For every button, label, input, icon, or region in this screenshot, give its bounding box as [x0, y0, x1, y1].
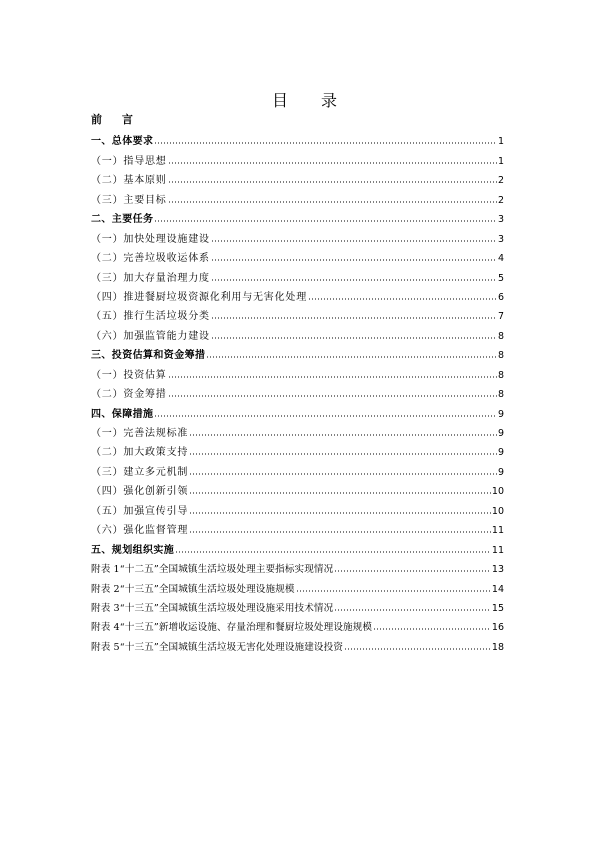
toc-entry-page-number: 2	[497, 194, 504, 206]
toc-entry-page-number: 8	[497, 350, 504, 362]
toc-entry-page-number: 15	[491, 602, 504, 614]
toc-entry-label: （一）投资估算	[91, 369, 167, 381]
toc-entry[interactable]	[91, 284, 504, 303]
toc-entry-label: 四、保障措施	[91, 408, 154, 420]
toc-entry-page-number: 11	[491, 525, 504, 537]
dot-leader	[189, 512, 491, 514]
toc-entry[interactable]	[91, 575, 504, 594]
toc-entry-label: （四）强化创新引领	[91, 486, 189, 498]
toc-entry[interactable]	[91, 361, 504, 380]
toc-entry-page-number: 10	[491, 505, 504, 517]
toc-entry-label: （三）加大存量治理力度	[91, 272, 210, 284]
toc-entry[interactable]	[91, 458, 504, 477]
dot-leader	[189, 473, 497, 475]
dot-leader	[206, 356, 497, 358]
toc-entry-label: 附表 1“十二五”全国城镇生活垃圾处理主要指标实现情况	[91, 564, 334, 576]
toc-entry-page-number: 5	[497, 272, 504, 284]
toc-entry[interactable]	[91, 128, 504, 147]
toc-entry[interactable]	[91, 206, 504, 225]
toc-entry-page-number: 14	[491, 583, 504, 595]
toc-entry[interactable]	[91, 245, 504, 264]
toc-entry-page-number: 8	[497, 369, 504, 381]
toc-entry-page-number: 3	[497, 233, 504, 245]
dot-leader	[168, 201, 497, 203]
toc-entry[interactable]	[91, 595, 504, 614]
toc-entry[interactable]	[91, 439, 504, 458]
table-of-contents	[91, 128, 504, 653]
toc-entry-label: 二、主要任务	[91, 214, 154, 226]
dot-leader	[154, 415, 497, 417]
toc-entry-page-number: 1	[497, 136, 504, 148]
toc-entry-page-number: 4	[497, 253, 504, 265]
toc-entry[interactable]	[91, 322, 504, 341]
dot-leader	[189, 453, 497, 455]
toc-entry-label: （二）基本原则	[91, 175, 167, 187]
toc-entry-page-number: 7	[497, 311, 504, 323]
toc-entry-page-number: 9	[497, 408, 504, 420]
toc-entry[interactable]	[91, 186, 504, 205]
toc-entry-label: 附表 5“十三五”全国城镇生活垃圾无害化处理设施建设投资	[91, 641, 344, 653]
toc-entry[interactable]	[91, 167, 504, 186]
toc-entry-label: 五、规划组织实施	[91, 544, 175, 556]
toc-entry-label: 附表 3“十三五”全国城镇生活垃圾处理设施采用技术情况	[91, 602, 334, 614]
toc-entry[interactable]	[91, 400, 504, 419]
dot-leader	[168, 395, 497, 397]
toc-entry-label: （二）加大政策支持	[91, 447, 189, 459]
toc-entry-page-number: 9	[497, 466, 504, 478]
toc-entry[interactable]	[91, 497, 504, 516]
toc-entry-page-number: 11	[491, 544, 504, 556]
toc-entry-label: （三）主要目标	[91, 194, 167, 206]
dot-leader	[175, 551, 491, 553]
dot-leader	[334, 609, 491, 611]
dot-leader	[211, 337, 497, 339]
dot-leader	[334, 570, 491, 572]
toc-entry-label: 三、投资估算和资金筹措	[91, 350, 206, 362]
toc-entry-page-number: 9	[497, 447, 504, 459]
toc-entry[interactable]	[91, 303, 504, 322]
toc-entry[interactable]	[91, 342, 504, 361]
toc-entry-page-number: 10	[491, 486, 504, 498]
toc-entry[interactable]	[91, 225, 504, 244]
toc-entry[interactable]	[91, 478, 504, 497]
toc-entry[interactable]	[91, 147, 504, 166]
dot-leader	[154, 220, 497, 222]
toc-entry-label: （二）资金筹措	[91, 389, 167, 401]
toc-entry-label: 附表 2“十三五”全国城镇生活垃圾处理设施规模	[91, 583, 295, 595]
toc-entry[interactable]	[91, 556, 504, 575]
toc-entry-page-number: 6	[497, 291, 504, 303]
toc-entry-page-number: 2	[497, 175, 504, 187]
toc-entry-page-number: 3	[497, 214, 504, 226]
dot-leader	[211, 317, 497, 319]
toc-entry-label: 附表 4“十三五”新增收运设施、存量治理和餐厨垃圾处理设施规模	[91, 622, 373, 634]
dot-leader	[373, 628, 491, 630]
toc-entry[interactable]	[91, 536, 504, 555]
toc-entry-label: （五）加强宣传引导	[91, 505, 189, 517]
toc-entry-label: 一、总体要求	[91, 136, 154, 148]
toc-entry[interactable]	[91, 517, 504, 536]
dot-leader	[168, 162, 497, 164]
toc-entry[interactable]	[91, 381, 504, 400]
dot-leader	[296, 590, 491, 592]
toc-entry-label: （四）推进餐厨垃圾资源化利用与无害化处理	[91, 291, 307, 303]
dot-leader	[211, 259, 497, 261]
dot-leader	[168, 376, 497, 378]
dot-leader	[211, 279, 497, 281]
toc-entry-page-number: 16	[491, 622, 504, 634]
toc-entry-page-number: 9	[497, 428, 504, 439]
toc-entry-page-number: 13	[491, 564, 504, 576]
dot-leader	[189, 531, 491, 533]
toc-entry-page-number: 8	[497, 330, 504, 342]
toc-entry-label: （三）建立多元机制	[91, 466, 189, 478]
dot-leader	[168, 181, 497, 183]
toc-entry[interactable]	[91, 633, 504, 652]
toc-entry[interactable]	[91, 420, 504, 439]
toc-entry-label: （六）加强监管能力建设	[91, 330, 210, 342]
toc-entry-label: （二）完善垃圾收运体系	[91, 253, 210, 265]
toc-entry-page-number: 1	[497, 155, 504, 167]
dot-leader	[189, 492, 491, 494]
toc-entry-label: （一）完善法规标准	[91, 428, 189, 439]
toc-entry[interactable]	[91, 264, 504, 283]
toc-entry-label: （五）推行生活垃圾分类	[91, 311, 210, 323]
toc-entry[interactable]	[91, 614, 504, 633]
preface-heading[interactable]: 前 言	[91, 113, 141, 126]
dot-leader	[211, 240, 497, 242]
toc-entry-label: （一）加快处理设施建设	[91, 233, 210, 245]
toc-entry-page-number: 8	[497, 389, 504, 401]
dot-leader	[308, 298, 497, 300]
dot-leader	[189, 434, 497, 436]
toc-entry-page-number: 18	[491, 641, 504, 653]
toc-title: 目 录	[271, 91, 352, 110]
dot-leader	[154, 142, 497, 144]
toc-entry-label: （一）指导思想	[91, 155, 167, 167]
toc-entry-label: （六）强化监督管理	[91, 525, 189, 537]
dot-leader	[344, 648, 491, 650]
